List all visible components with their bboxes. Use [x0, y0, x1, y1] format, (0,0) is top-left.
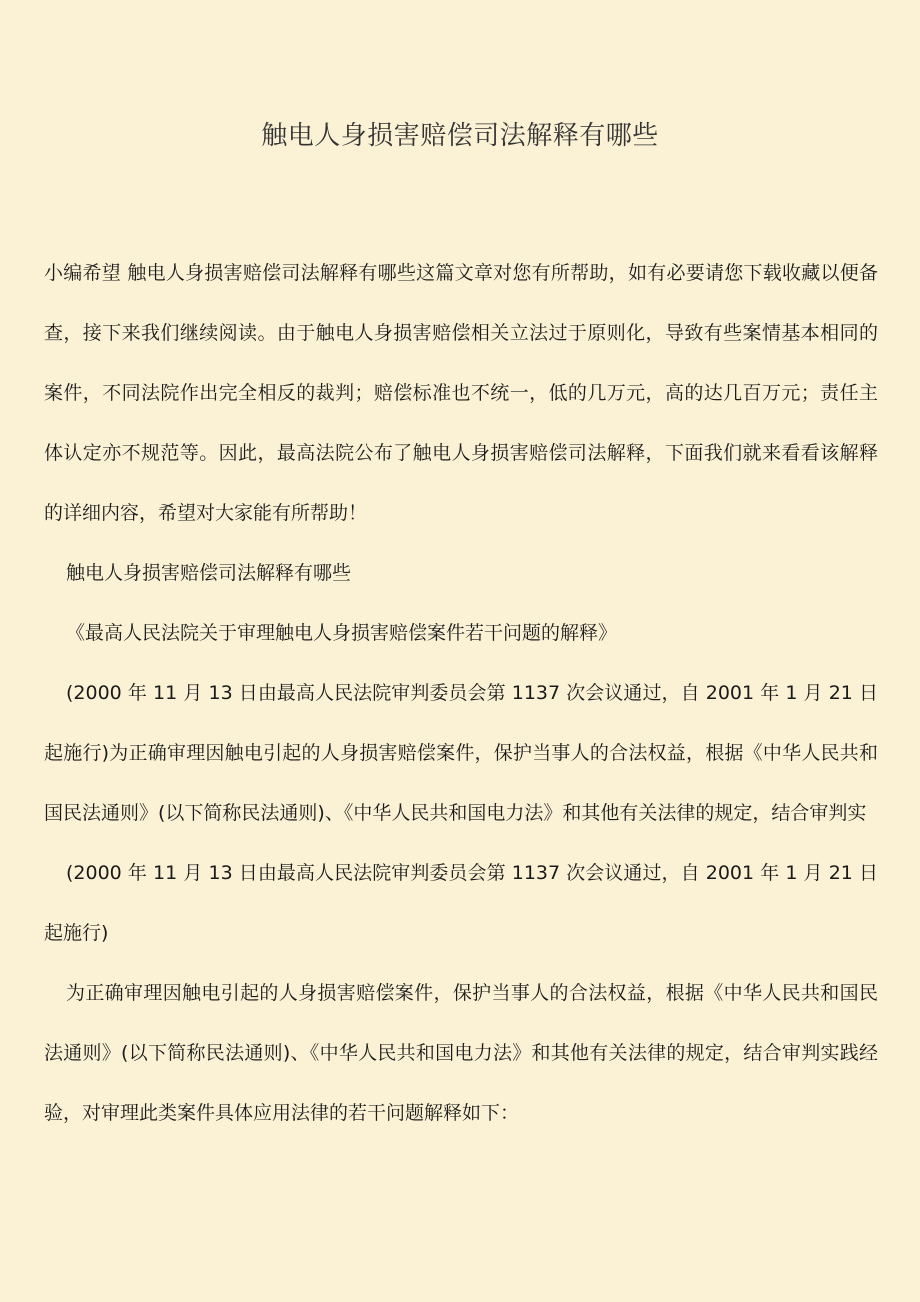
section-heading: 触电人身损害赔偿司法解释有哪些	[66, 562, 352, 584]
adoption-paragraph: (2000 年 11 月 13 日由最高人民法院审判委员会第 1137 次会议通过，自 2001 年 1 月 21 日起施行)为正确审理因触电引起的人身损害赔偿案件，保护当事人的合法权益，根据《中华人民共和国民法通则》(以下简称民法通则)、《中华人民共和国电力法》和其他有关法律的规定，结合审判实	[44, 682, 878, 824]
adoption-date-paragraph: (2000 年 11 月 13 日由最高人民法院审判委员会第 1137 次会议通过，自 2001 年 1 月 21 日起施行)	[44, 862, 878, 944]
document-body	[44, 243, 878, 1143]
purpose-paragraph: 为正确审理因触电引起的人身损害赔偿案件，保护当事人的合法权益，根据《中华人民共和国民法通则》(以下简称民法通则)、《中华人民共和国电力法》和其他有关法律的规定，结合审判实践经验，对审理此类案件具体应用法律的若干问题解释如下：	[44, 982, 878, 1124]
intro-paragraph: 小编希望 触电人身损害赔偿司法解释有哪些这篇文章对您有所帮助，如有必要请您下载收藏以便备查，接下来我们继续阅读。由于触电人身损害赔偿相关立法过于原则化，导致有些案情基本相同的案件，不同法院作出完全相反的裁判；赔偿标准也不统一，低的几万元，高的达几百万元；责任主体认定亦不规范等。因此，最高法院公布了触电人身损害赔偿司法解释，下面我们就来看看该解释的详细内容，希望对大家能有所帮助！	[44, 262, 878, 524]
document-title: 触电人身损害赔偿司法解释有哪些	[261, 121, 659, 151]
regulation-title: 《最高人民法院关于审理触电人身损害赔偿案件若干问题的解释》	[66, 622, 618, 644]
